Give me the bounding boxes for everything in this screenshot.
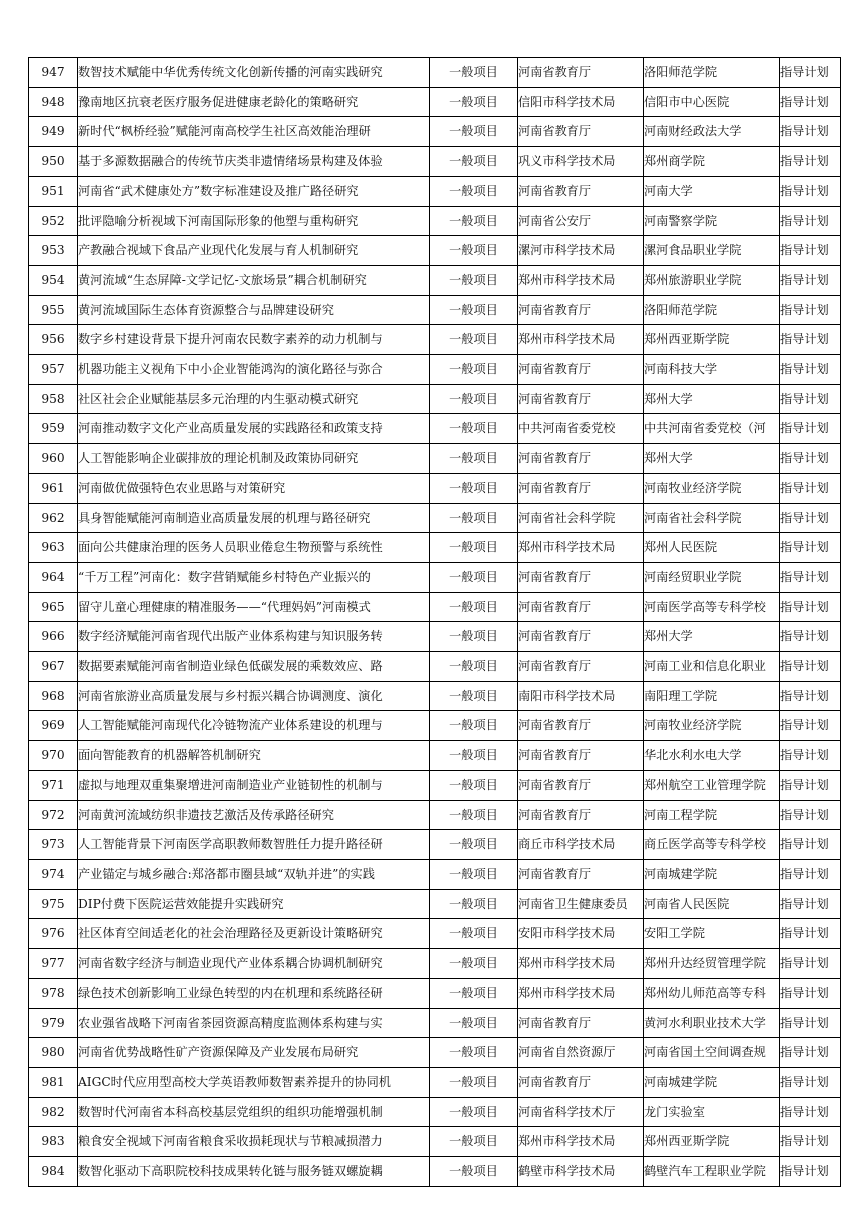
recommending-department: 郑州市科学技术局 xyxy=(518,265,644,295)
recommending-department: 郑州市科学技术局 xyxy=(518,949,644,979)
applicant-unit: 河南工程学院 xyxy=(644,800,780,830)
recommending-department: 河南省教育厅 xyxy=(518,800,644,830)
recommending-department: 河南省教育厅 xyxy=(518,355,644,385)
project-type: 一般项目 xyxy=(430,58,518,88)
plan-category: 指导计划 xyxy=(780,919,841,949)
project-title: 豫南地区抗衰老医疗服务促进健康老龄化的策略研究 xyxy=(78,87,430,117)
project-type: 一般项目 xyxy=(430,176,518,206)
table-row xyxy=(29,384,841,414)
recommending-department: 鹤壁市科学技术局 xyxy=(518,1157,644,1187)
table-row xyxy=(29,978,841,1008)
applicant-unit: 郑州大学 xyxy=(644,622,780,652)
row-number: 956 xyxy=(29,325,78,355)
applicant-unit: 安阳工学院 xyxy=(644,919,780,949)
plan-category: 指导计划 xyxy=(780,117,841,147)
table-row xyxy=(29,830,841,860)
applicant-unit: 郑州西亚斯学院 xyxy=(644,325,780,355)
plan-category: 指导计划 xyxy=(780,355,841,385)
project-type: 一般项目 xyxy=(430,889,518,919)
table-row xyxy=(29,1038,841,1068)
recommending-department: 河南省教育厅 xyxy=(518,176,644,206)
row-number: 974 xyxy=(29,859,78,889)
plan-category: 指导计划 xyxy=(780,562,841,592)
plan-category: 指导计划 xyxy=(780,652,841,682)
project-title: 河南省旅游业高质量发展与乡村振兴耦合协调测度、演化 xyxy=(78,681,430,711)
table-row xyxy=(29,117,841,147)
plan-category: 指导计划 xyxy=(780,1127,841,1157)
plan-category: 指导计划 xyxy=(780,503,841,533)
applicant-unit: 河南牧业经济学院 xyxy=(644,473,780,503)
recommending-department: 漯河市科学技术局 xyxy=(518,236,644,266)
recommending-department: 河南省教育厅 xyxy=(518,711,644,741)
row-number: 948 xyxy=(29,87,78,117)
project-title: AIGC时代应用型高校大学英语教师数智素养提升的协同机 xyxy=(78,1067,430,1097)
row-number: 976 xyxy=(29,919,78,949)
project-title: 社区体育空间适老化的社会治理路径及更新设计策略研究 xyxy=(78,919,430,949)
row-number: 950 xyxy=(29,147,78,177)
applicant-unit: 郑州幼儿师范高等专科 xyxy=(644,978,780,1008)
plan-category: 指导计划 xyxy=(780,295,841,325)
applicant-unit: 中共河南省委党校（河 xyxy=(644,414,780,444)
table-row xyxy=(29,87,841,117)
project-type: 一般项目 xyxy=(430,147,518,177)
applicant-unit: 河南科技大学 xyxy=(644,355,780,385)
row-number: 961 xyxy=(29,473,78,503)
applicant-unit: 郑州大学 xyxy=(644,384,780,414)
project-type: 一般项目 xyxy=(430,503,518,533)
plan-category: 指导计划 xyxy=(780,741,841,771)
recommending-department: 郑州市科学技术局 xyxy=(518,325,644,355)
recommending-department: 河南省教育厅 xyxy=(518,384,644,414)
applicant-unit: 鹤壁汽车工程职业学院 xyxy=(644,1157,780,1187)
row-number: 969 xyxy=(29,711,78,741)
applicant-unit: 漯河食品职业学院 xyxy=(644,236,780,266)
table-row xyxy=(29,325,841,355)
project-list-sheet xyxy=(28,57,841,1187)
project-type: 一般项目 xyxy=(430,414,518,444)
table-row xyxy=(29,355,841,385)
plan-category: 指导计划 xyxy=(780,325,841,355)
row-number: 973 xyxy=(29,830,78,860)
project-type: 一般项目 xyxy=(430,533,518,563)
applicant-unit: 郑州商学院 xyxy=(644,147,780,177)
row-number: 964 xyxy=(29,562,78,592)
recommending-department: 河南省自然资源厅 xyxy=(518,1038,644,1068)
table-row xyxy=(29,444,841,474)
plan-category: 指导计划 xyxy=(780,265,841,295)
project-type: 一般项目 xyxy=(430,652,518,682)
applicant-unit: 河南医学高等专科学校 xyxy=(644,592,780,622)
project-title: 数据要素赋能河南省制造业绿色低碳发展的乘数效应、路 xyxy=(78,652,430,682)
project-title: 河南省“武术健康处方”数字标准建设及推广路径研究 xyxy=(78,176,430,206)
table-row xyxy=(29,562,841,592)
project-title: 河南省优势战略性矿产资源保障及产业发展布局研究 xyxy=(78,1038,430,1068)
applicant-unit: 河南城建学院 xyxy=(644,859,780,889)
project-type: 一般项目 xyxy=(430,295,518,325)
project-type: 一般项目 xyxy=(430,919,518,949)
applicant-unit: 河南财经政法大学 xyxy=(644,117,780,147)
recommending-department: 河南省科学技术厅 xyxy=(518,1097,644,1127)
table-row xyxy=(29,533,841,563)
table-row xyxy=(29,236,841,266)
project-title: 数智技术赋能中华优秀传统文化创新传播的河南实践研究 xyxy=(78,58,430,88)
recommending-department: 信阳市科学技术局 xyxy=(518,87,644,117)
plan-category: 指导计划 xyxy=(780,444,841,474)
table-row xyxy=(29,889,841,919)
project-title: 具身智能赋能河南制造业高质量发展的机理与路径研究 xyxy=(78,503,430,533)
applicant-unit: 河南省国土空间调查规 xyxy=(644,1038,780,1068)
project-type: 一般项目 xyxy=(430,325,518,355)
recommending-department: 河南省教育厅 xyxy=(518,1067,644,1097)
project-type: 一般项目 xyxy=(430,473,518,503)
table-row xyxy=(29,58,841,88)
project-title: 虚拟与地理双重集聚增进河南制造业产业链韧性的机制与 xyxy=(78,770,430,800)
recommending-department: 河南省教育厅 xyxy=(518,562,644,592)
project-title: 粮食安全视域下河南省粮食采收损耗现状与节粮减损潜力 xyxy=(78,1127,430,1157)
table-row xyxy=(29,592,841,622)
table-row xyxy=(29,741,841,771)
recommending-department: 河南省教育厅 xyxy=(518,859,644,889)
table-row xyxy=(29,414,841,444)
project-title: 机器功能主义视角下中小企业智能鸿沟的演化路径与弥合 xyxy=(78,355,430,385)
plan-category: 指导计划 xyxy=(780,770,841,800)
table-row xyxy=(29,295,841,325)
row-number: 983 xyxy=(29,1127,78,1157)
project-type: 一般项目 xyxy=(430,592,518,622)
project-type: 一般项目 xyxy=(430,355,518,385)
plan-category: 指导计划 xyxy=(780,711,841,741)
applicant-unit: 信阳市中心医院 xyxy=(644,87,780,117)
project-title: 新时代“枫桥经验”赋能河南高校学生社区高效能治理研 xyxy=(78,117,430,147)
recommending-department: 河南省卫生健康委员 xyxy=(518,889,644,919)
project-type: 一般项目 xyxy=(430,1127,518,1157)
project-type: 一般项目 xyxy=(430,562,518,592)
project-type: 一般项目 xyxy=(430,384,518,414)
project-title: “千万工程”河南化：数字营销赋能乡村特色产业振兴的 xyxy=(78,562,430,592)
plan-category: 指导计划 xyxy=(780,58,841,88)
table-row xyxy=(29,147,841,177)
project-title: 数智时代河南省本科高校基层党组织的组织功能增强机制 xyxy=(78,1097,430,1127)
project-type: 一般项目 xyxy=(430,681,518,711)
applicant-unit: 龙门实验室 xyxy=(644,1097,780,1127)
applicant-unit: 河南省人民医院 xyxy=(644,889,780,919)
project-type: 一般项目 xyxy=(430,978,518,1008)
applicant-unit: 洛阳师范学院 xyxy=(644,295,780,325)
project-type: 一般项目 xyxy=(430,949,518,979)
project-title: 面向公共健康治理的医务人员职业倦怠生物预警与系统性 xyxy=(78,533,430,563)
project-table-body xyxy=(29,58,841,1187)
plan-category: 指导计划 xyxy=(780,236,841,266)
plan-category: 指导计划 xyxy=(780,622,841,652)
project-type: 一般项目 xyxy=(430,1008,518,1038)
project-title: 基于多源数据融合的传统节庆类非遗情绪场景构建及体验 xyxy=(78,147,430,177)
row-number: 978 xyxy=(29,978,78,1008)
project-title: 黄河流域国际生态体育资源整合与品牌建设研究 xyxy=(78,295,430,325)
row-number: 953 xyxy=(29,236,78,266)
project-type: 一般项目 xyxy=(430,87,518,117)
table-row xyxy=(29,1097,841,1127)
row-number: 963 xyxy=(29,533,78,563)
plan-category: 指导计划 xyxy=(780,147,841,177)
project-type: 一般项目 xyxy=(430,1038,518,1068)
applicant-unit: 河南工业和信息化职业 xyxy=(644,652,780,682)
applicant-unit: 洛阳师范学院 xyxy=(644,58,780,88)
project-type: 一般项目 xyxy=(430,1097,518,1127)
row-number: 981 xyxy=(29,1067,78,1097)
project-type: 一般项目 xyxy=(430,830,518,860)
recommending-department: 南阳市科学技术局 xyxy=(518,681,644,711)
project-type: 一般项目 xyxy=(430,770,518,800)
row-number: 982 xyxy=(29,1097,78,1127)
plan-category: 指导计划 xyxy=(780,414,841,444)
project-title: 面向智能教育的机器解答机制研究 xyxy=(78,741,430,771)
project-title: 数字乡村建设背景下提升河南农民数字素养的动力机制与 xyxy=(78,325,430,355)
plan-category: 指导计划 xyxy=(780,1067,841,1097)
row-number: 955 xyxy=(29,295,78,325)
project-title: 产教融合视域下食品产业现代化发展与育人机制研究 xyxy=(78,236,430,266)
project-title: 人工智能背景下河南医学高职教师数智胜任力提升路径研 xyxy=(78,830,430,860)
project-table xyxy=(28,57,841,1187)
project-title: 批评隐喻分析视域下河南国际形象的他塑与重构研究 xyxy=(78,206,430,236)
table-row xyxy=(29,949,841,979)
applicant-unit: 郑州升达经贸管理学院 xyxy=(644,949,780,979)
row-number: 975 xyxy=(29,889,78,919)
plan-category: 指导计划 xyxy=(780,1097,841,1127)
applicant-unit: 郑州旅游职业学院 xyxy=(644,265,780,295)
plan-category: 指导计划 xyxy=(780,949,841,979)
recommending-department: 河南省教育厅 xyxy=(518,295,644,325)
recommending-department: 河南省教育厅 xyxy=(518,770,644,800)
applicant-unit: 华北水利水电大学 xyxy=(644,741,780,771)
recommending-department: 郑州市科学技术局 xyxy=(518,978,644,1008)
recommending-department: 河南省教育厅 xyxy=(518,58,644,88)
project-type: 一般项目 xyxy=(430,206,518,236)
recommending-department: 河南省教育厅 xyxy=(518,444,644,474)
plan-category: 指导计划 xyxy=(780,87,841,117)
applicant-unit: 郑州航空工业管理学院 xyxy=(644,770,780,800)
row-number: 947 xyxy=(29,58,78,88)
row-number: 984 xyxy=(29,1157,78,1187)
project-title: 绿色技术创新影响工业绿色转型的内在机理和系统路径研 xyxy=(78,978,430,1008)
applicant-unit: 河南牧业经济学院 xyxy=(644,711,780,741)
row-number: 971 xyxy=(29,770,78,800)
applicant-unit: 南阳理工学院 xyxy=(644,681,780,711)
project-title: 河南做优做强特色农业思路与对策研究 xyxy=(78,473,430,503)
row-number: 970 xyxy=(29,741,78,771)
plan-category: 指导计划 xyxy=(780,176,841,206)
plan-category: 指导计划 xyxy=(780,1038,841,1068)
recommending-department: 河南省教育厅 xyxy=(518,1008,644,1038)
row-number: 957 xyxy=(29,355,78,385)
table-row xyxy=(29,265,841,295)
row-number: 949 xyxy=(29,117,78,147)
project-type: 一般项目 xyxy=(430,265,518,295)
recommending-department: 河南省教育厅 xyxy=(518,652,644,682)
row-number: 968 xyxy=(29,681,78,711)
project-title: 农业强省战略下河南省茶园资源高精度监测体系构建与实 xyxy=(78,1008,430,1038)
plan-category: 指导计划 xyxy=(780,473,841,503)
plan-category: 指导计划 xyxy=(780,206,841,236)
table-row xyxy=(29,1067,841,1097)
table-row xyxy=(29,1127,841,1157)
project-type: 一般项目 xyxy=(430,800,518,830)
table-row xyxy=(29,800,841,830)
table-row xyxy=(29,859,841,889)
project-type: 一般项目 xyxy=(430,236,518,266)
recommending-department: 河南省社会科学院 xyxy=(518,503,644,533)
table-row xyxy=(29,1157,841,1187)
applicant-unit: 河南警察学院 xyxy=(644,206,780,236)
recommending-department: 郑州市科学技术局 xyxy=(518,1127,644,1157)
project-type: 一般项目 xyxy=(430,622,518,652)
project-title: 河南推动数字文化产业高质量发展的实践路径和政策支持 xyxy=(78,414,430,444)
table-row xyxy=(29,711,841,741)
recommending-department: 郑州市科学技术局 xyxy=(518,533,644,563)
recommending-department: 河南省教育厅 xyxy=(518,622,644,652)
table-row xyxy=(29,473,841,503)
project-title: 留守儿童心理健康的精准服务——“代理妈妈”河南模式 xyxy=(78,592,430,622)
project-title: DIP付费下医院运营效能提升实践研究 xyxy=(78,889,430,919)
project-title: 产业锚定与城乡融合:郑洛都市圈县域“双轨并进”的实践 xyxy=(78,859,430,889)
row-number: 951 xyxy=(29,176,78,206)
project-title: 数智化驱动下高职院校科技成果转化链与服务链双螺旋耦 xyxy=(78,1157,430,1187)
table-row xyxy=(29,206,841,236)
table-row xyxy=(29,919,841,949)
project-type: 一般项目 xyxy=(430,741,518,771)
row-number: 959 xyxy=(29,414,78,444)
applicant-unit: 郑州大学 xyxy=(644,444,780,474)
project-title: 数字经济赋能河南省现代出版产业体系构建与知识服务转 xyxy=(78,622,430,652)
plan-category: 指导计划 xyxy=(780,800,841,830)
row-number: 972 xyxy=(29,800,78,830)
project-title: 河南黄河流域纺织非遗技艺激活及传承路径研究 xyxy=(78,800,430,830)
table-row xyxy=(29,176,841,206)
applicant-unit: 黄河水利职业技术大学 xyxy=(644,1008,780,1038)
plan-category: 指导计划 xyxy=(780,1008,841,1038)
row-number: 960 xyxy=(29,444,78,474)
recommending-department: 安阳市科学技术局 xyxy=(518,919,644,949)
recommending-department: 河南省教育厅 xyxy=(518,592,644,622)
project-type: 一般项目 xyxy=(430,711,518,741)
table-row xyxy=(29,503,841,533)
recommending-department: 巩义市科学技术局 xyxy=(518,147,644,177)
table-row xyxy=(29,1008,841,1038)
plan-category: 指导计划 xyxy=(780,384,841,414)
row-number: 980 xyxy=(29,1038,78,1068)
recommending-department: 河南省教育厅 xyxy=(518,473,644,503)
table-row xyxy=(29,681,841,711)
row-number: 965 xyxy=(29,592,78,622)
project-title: 黄河流域“生态屏障-文学记忆-文旅场景”耦合机制研究 xyxy=(78,265,430,295)
applicant-unit: 河南经贸职业学院 xyxy=(644,562,780,592)
plan-category: 指导计划 xyxy=(780,859,841,889)
table-row xyxy=(29,652,841,682)
row-number: 962 xyxy=(29,503,78,533)
plan-category: 指导计划 xyxy=(780,889,841,919)
recommending-department: 河南省教育厅 xyxy=(518,741,644,771)
applicant-unit: 郑州西亚斯学院 xyxy=(644,1127,780,1157)
recommending-department: 商丘市科学技术局 xyxy=(518,830,644,860)
plan-category: 指导计划 xyxy=(780,830,841,860)
project-type: 一般项目 xyxy=(430,859,518,889)
row-number: 977 xyxy=(29,949,78,979)
applicant-unit: 郑州人民医院 xyxy=(644,533,780,563)
plan-category: 指导计划 xyxy=(780,681,841,711)
row-number: 954 xyxy=(29,265,78,295)
table-row xyxy=(29,622,841,652)
row-number: 967 xyxy=(29,652,78,682)
recommending-department: 中共河南省委党校 xyxy=(518,414,644,444)
row-number: 958 xyxy=(29,384,78,414)
applicant-unit: 河南大学 xyxy=(644,176,780,206)
project-type: 一般项目 xyxy=(430,1157,518,1187)
project-type: 一般项目 xyxy=(430,444,518,474)
applicant-unit: 河南城建学院 xyxy=(644,1067,780,1097)
project-title: 人工智能影响企业碳排放的理论机制及政策协同研究 xyxy=(78,444,430,474)
applicant-unit: 河南省社会科学院 xyxy=(644,503,780,533)
row-number: 966 xyxy=(29,622,78,652)
row-number: 979 xyxy=(29,1008,78,1038)
project-title: 河南省数字经济与制造业现代产业体系耦合协调机制研究 xyxy=(78,949,430,979)
project-type: 一般项目 xyxy=(430,1067,518,1097)
plan-category: 指导计划 xyxy=(780,1157,841,1187)
plan-category: 指导计划 xyxy=(780,978,841,1008)
project-title: 社区社会企业赋能基层多元治理的内生驱动模式研究 xyxy=(78,384,430,414)
row-number: 952 xyxy=(29,206,78,236)
plan-category: 指导计划 xyxy=(780,533,841,563)
project-title: 人工智能赋能河南现代化冷链物流产业体系建设的机理与 xyxy=(78,711,430,741)
plan-category: 指导计划 xyxy=(780,592,841,622)
recommending-department: 河南省教育厅 xyxy=(518,117,644,147)
applicant-unit: 商丘医学高等专科学校 xyxy=(644,830,780,860)
project-type: 一般项目 xyxy=(430,117,518,147)
recommending-department: 河南省公安厅 xyxy=(518,206,644,236)
table-row xyxy=(29,770,841,800)
